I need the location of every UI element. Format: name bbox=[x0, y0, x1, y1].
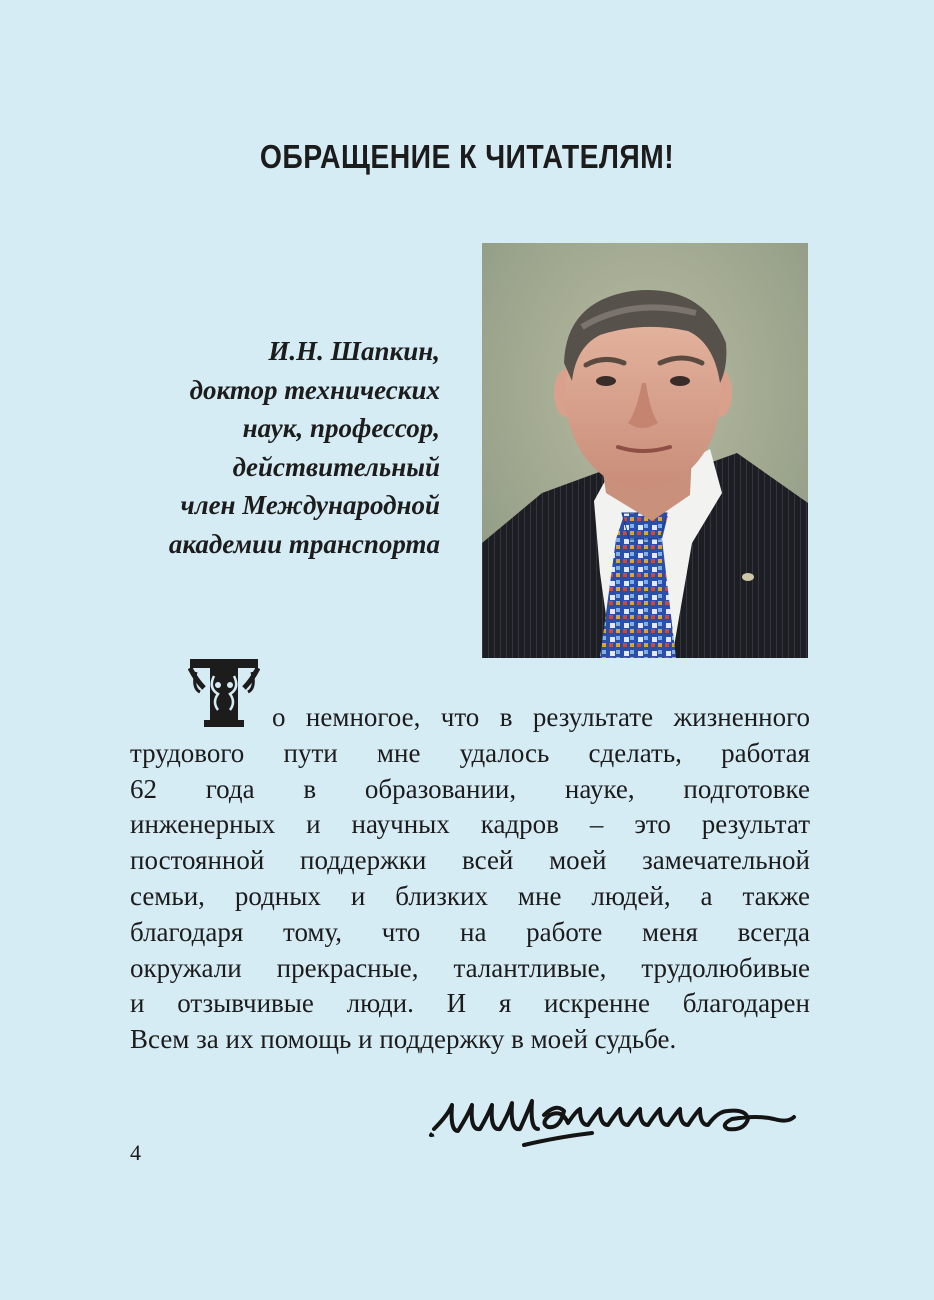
author-credentials bbox=[110, 332, 440, 563]
paragraph-line: трудового пути мне удалось сделать, работая bbox=[130, 737, 810, 768]
author-line: член Международной bbox=[180, 490, 440, 520]
author-line: наук, профессор, bbox=[242, 413, 440, 443]
author-line: академии транспорта bbox=[168, 528, 440, 559]
page-title: ОБРАЩЕНИЕ К ЧИТАТЕЛЯМ! bbox=[259, 138, 675, 175]
dropcap-letter: Т bbox=[188, 658, 189, 659]
author-portrait-photo bbox=[482, 243, 808, 658]
page-number: 4 bbox=[130, 1140, 141, 1165]
paragraph-line: Всем за их помощь и поддержку в моей судьбе. bbox=[130, 1024, 677, 1055]
paragraph-line: семьи, родных и близких мне людей, а также bbox=[130, 880, 810, 911]
paragraph-line: постоянной поддержки всей моей замечательной bbox=[130, 845, 810, 876]
handwritten-signature bbox=[428, 1085, 800, 1157]
paragraph-line: инженерных и научных кадров – это результат bbox=[130, 809, 810, 840]
paragraph-line: благодаря тому, что на работе меня всегда bbox=[130, 916, 810, 947]
author-line: действительный bbox=[232, 451, 440, 482]
paragraph-line: и отзывчивые люди. И я искренне благодарен bbox=[130, 988, 810, 1019]
paragraph-line: окружали прекрасные, талантливые, трудолюбивые bbox=[130, 952, 810, 983]
paragraph-line: о немногое, что в результате жизненного bbox=[272, 702, 810, 732]
paragraph-line: 62 года в образовании, науке, подготовке bbox=[130, 773, 810, 804]
author-line: И.Н. Шапкин, bbox=[268, 336, 440, 366]
author-line: доктор технических bbox=[189, 374, 440, 405]
body-paragraph bbox=[130, 700, 810, 1058]
